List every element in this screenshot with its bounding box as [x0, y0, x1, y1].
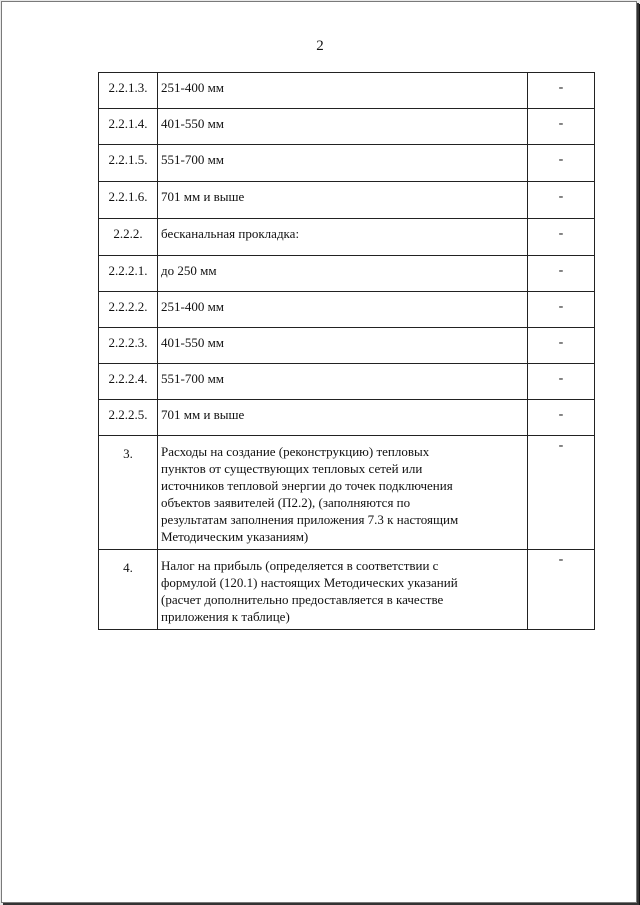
row-value: -	[528, 256, 595, 292]
description-line: Расходы на создание (реконструкцию) тепловых	[161, 444, 430, 459]
row-description: 401-550 мм	[158, 328, 528, 364]
table-row	[99, 145, 595, 182]
row-value: -	[528, 73, 595, 109]
row-value: -	[528, 550, 595, 630]
row-description: 551-700 мм	[158, 145, 528, 182]
table-row	[99, 182, 595, 219]
description-line: результатам заполнения приложения 7.3 к настоящим	[161, 512, 459, 527]
row-value: -	[528, 182, 595, 219]
table-row	[99, 256, 595, 292]
row-value: -	[528, 400, 595, 436]
row-value: -	[528, 436, 595, 550]
row-value: -	[528, 364, 595, 400]
page-number: 2	[316, 38, 324, 54]
description-line: (расчет дополнительно предоставляется в качестве	[161, 592, 444, 607]
description-line: объектов заявителей (П2.2), (заполняются по	[161, 495, 411, 510]
table-row	[99, 292, 595, 328]
table-row	[99, 436, 595, 550]
row-description: 251-400 мм	[158, 292, 528, 328]
description-line: приложения к таблице)	[161, 609, 290, 624]
row-number: 2.2.1.5.	[99, 145, 158, 182]
row-description: до 250 мм	[158, 256, 528, 292]
row-number: 2.2.2.4.	[99, 364, 158, 400]
row-description	[158, 550, 528, 630]
row-value: -	[528, 145, 595, 182]
row-value: -	[528, 328, 595, 364]
row-description: 251-400 мм	[158, 73, 528, 109]
row-number: 4.	[99, 550, 158, 630]
description-line: источников тепловой энергии до точек подключения	[161, 478, 453, 493]
row-number: 2.2.1.3.	[99, 73, 158, 109]
row-description: бесканальная прокладка:	[158, 219, 528, 256]
description-line: Налог на прибыль (определяется в соответствии с	[161, 558, 439, 573]
table-row	[99, 364, 595, 400]
cost-table	[98, 72, 595, 630]
row-number: 2.2.2.1.	[99, 256, 158, 292]
row-value: -	[528, 219, 595, 256]
table-row	[99, 550, 595, 630]
row-number: 2.2.1.6.	[99, 182, 158, 219]
row-number: 2.2.2.2.	[99, 292, 158, 328]
row-number: 2.2.1.4.	[99, 109, 158, 145]
table-row	[99, 109, 595, 145]
row-description: 701 мм и выше	[158, 182, 528, 219]
row-value: -	[528, 292, 595, 328]
row-description: 551-700 мм	[158, 364, 528, 400]
row-description: 701 мм и выше	[158, 400, 528, 436]
description-line: формулой (120.1) настоящих Методических указаний	[161, 575, 458, 590]
row-description	[158, 436, 528, 550]
row-number: 2.2.2.5.	[99, 400, 158, 436]
description-line: пунктов от существующих тепловых сетей или	[161, 461, 423, 476]
row-number: 2.2.2.3.	[99, 328, 158, 364]
table-row	[99, 400, 595, 436]
table-row	[99, 219, 595, 256]
row-number: 3.	[99, 436, 158, 550]
row-number: 2.2.2.	[99, 219, 158, 256]
table-row	[99, 328, 595, 364]
row-description: 401-550 мм	[158, 109, 528, 145]
row-value: -	[528, 109, 595, 145]
description-line: Методическим указаниям)	[161, 529, 309, 544]
table-row	[99, 73, 595, 109]
